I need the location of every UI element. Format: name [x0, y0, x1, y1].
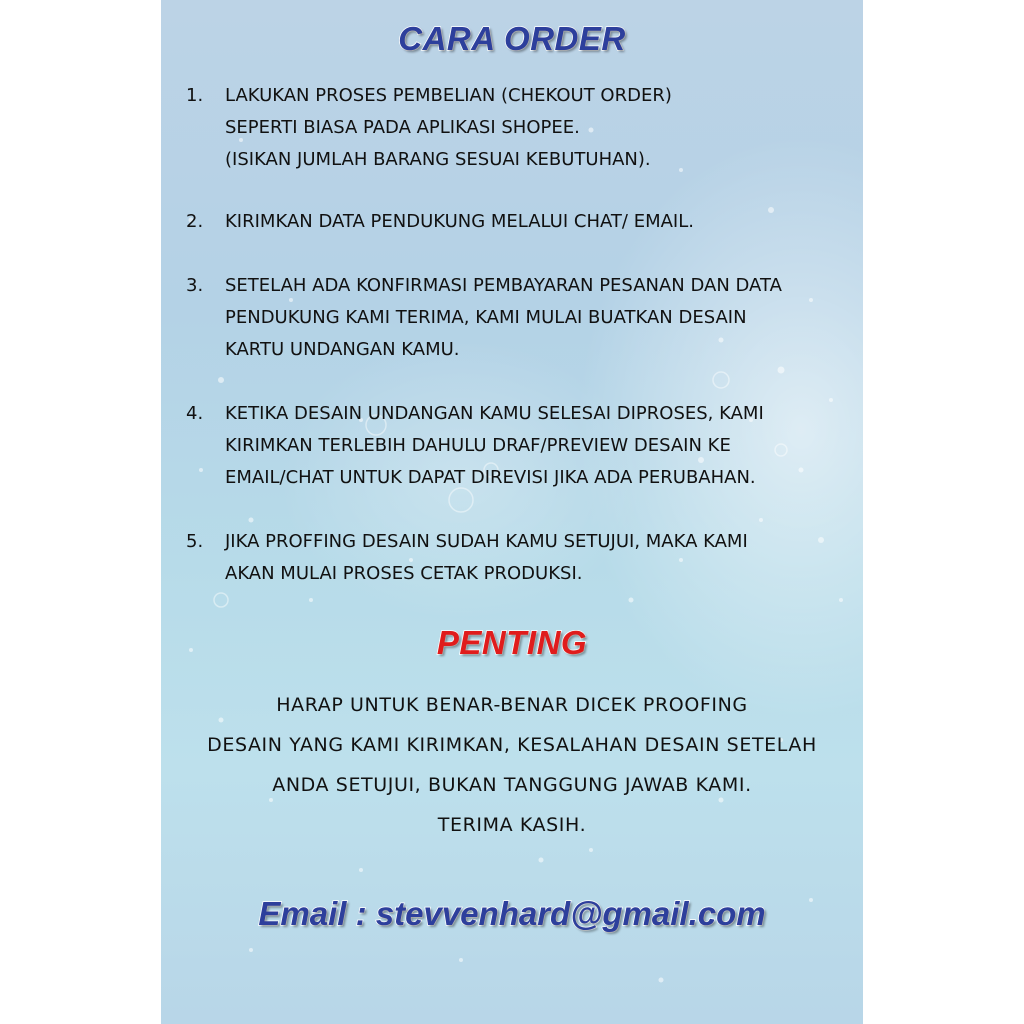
step-4-line-3: EMAIL/CHAT UNTUK DAPAT DIREVISI JIKA ADA PERUBAHAN. — [225, 467, 756, 488]
step-4-number: 4. — [186, 403, 204, 424]
step-3-line-1: SETELAH ADA KONFIRMASI PEMBAYARAN PESANAN DAN DATA — [225, 275, 782, 296]
step-3-line-2: PENDUKUNG KAMI TERIMA, KAMI MULAI BUATKAN DESAIN — [225, 307, 747, 328]
step-1-line-3: (ISIKAN JUMLAH BARANG SESUAI KEBUTUHAN). — [225, 149, 651, 170]
penting-title: PENTING — [436, 624, 588, 661]
penting-line-3: ANDA SETUJUI, BUKAN TANGGUNG JAWAB KAMI. — [272, 774, 752, 796]
order-instructions-poster — [161, 0, 863, 1024]
contact-email: Email : stevvenhard@gmail.com — [258, 895, 766, 932]
penting-line-4: TERIMA KASIH. — [437, 814, 587, 836]
step-4-line-2: KIRIMKAN TERLEBIH DAHULU DRAF/PREVIEW DESAIN KE — [225, 435, 731, 456]
step-5-number: 5. — [186, 531, 204, 552]
step-1-line-2: SEPERTI BIASA PADA APLIKASI SHOPEE. — [225, 117, 580, 138]
penting-notice — [161, 688, 863, 848]
step-1-number: 1. — [186, 85, 204, 106]
step-3-line-3: KARTU UNDANGAN KAMU. — [225, 339, 460, 360]
step-1-line-1: LAKUKAN PROSES PEMBELIAN (CHEKOUT ORDER) — [225, 85, 672, 106]
step-2-line-1: KIRIMKAN DATA PENDUKUNG MELALUI CHAT/ EMAIL. — [225, 211, 694, 232]
step-2-number: 2. — [186, 211, 204, 232]
step-5-line-2: AKAN MULAI PROSES CETAK PRODUKSI. — [225, 563, 583, 584]
step-3-number: 3. — [186, 275, 204, 296]
step-5-line-1: JIKA PROFFING DESAIN SUDAH KAMU SETUJUI, MAKA KAMI — [225, 531, 748, 552]
penting-line-2: DESAIN YANG KAMI KIRIMKAN, KESALAHAN DESAIN SETELAH — [207, 734, 817, 756]
penting-line-1: HARAP UNTUK BENAR-BENAR DICEK PROOFING — [276, 694, 748, 716]
cara-order-title: CARA ORDER — [398, 20, 626, 57]
step-4-line-1: KETIKA DESAIN UNDANGAN KAMU SELESAI DIPROSES, KAMI — [225, 403, 764, 424]
